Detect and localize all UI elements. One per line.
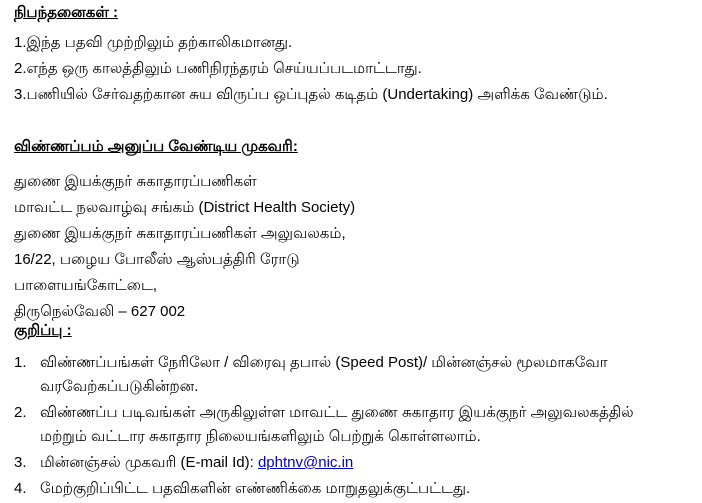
address-line: 16/22, பழைய போலீஸ் ஆஸ்பத்திரி ரோடு (14, 251, 300, 268)
address-lines (14, 169, 355, 325)
conditions-heading: நிபந்தனைகள் : (14, 4, 119, 21)
note-number: 2. (14, 404, 27, 421)
note-number: 1. (14, 354, 27, 371)
note-sub-text: மற்றும் வட்டார சுகாதார நிலையங்களிலும் பெற்றுக் கொள்ளலாம். (40, 428, 481, 445)
note-main-text: விண்ணப்ப படிவங்கள் அருகிலுள்ள மாவட்ட துணை சுகாதார இயக்குநர் அலுவலகத்தில் (40, 404, 634, 421)
conditions-list (14, 30, 608, 108)
conditions-section (14, 4, 608, 108)
condition-item: 2.எந்த ஒரு காலத்திலும் பணிநிரந்தரம் செய்யப்படமாட்டாது. (14, 60, 422, 77)
note-text (40, 401, 634, 449)
note-text (40, 477, 634, 501)
note-item (14, 401, 634, 449)
address-line: துணை இயக்குநர் சுகாதாரப்பணிகள் (14, 173, 257, 190)
notes-heading: குறிப்பு : (14, 322, 72, 339)
address-line: பாளையங்கோட்டை, (14, 277, 158, 294)
application-address-section (14, 138, 355, 325)
note-item (14, 477, 634, 501)
note-text (40, 451, 634, 475)
note-number: 4. (14, 480, 27, 497)
notes-list (14, 351, 634, 501)
address-line: திருநெல்வேலி – 627 002 (14, 303, 186, 320)
notes-section (14, 322, 634, 503)
note-main-text: மேற்குறிப்பிட்ட பதவிகளின் எண்ணிக்கை மாறுதலுக்குட்பட்டது. (40, 480, 471, 497)
condition-item: 1.இந்த பதவி முற்றிலும் தற்காலிகமானது. (14, 34, 293, 51)
note-sub-text: வரவேற்கப்படுகின்றன. (40, 378, 199, 395)
note-number: 3. (14, 454, 27, 471)
address-line: துணை இயக்குநர் சுகாதாரப்பணிகள் அலுவலகம், (14, 225, 346, 242)
note-text (40, 351, 634, 399)
note-email-label: மின்னஞ்சல் முகவரி (E-mail Id): (40, 454, 258, 471)
address-heading: விண்ணப்பம் அனுப்ப வேண்டிய முகவரி: (14, 138, 298, 155)
note-item (14, 451, 634, 475)
note-item (14, 351, 634, 399)
condition-item: 3.பணியில் சேர்வதற்கான சுய விருப்ப ஒப்புதல் கடிதம் (Undertaking) அளிக்க வேண்டும். (14, 86, 608, 103)
email-link[interactable]: dphtnv@nic.in (257, 454, 354, 471)
note-main-text: விண்ணப்பங்கள் நேரிலோ / விரைவு தபால் (Speed Post)/ மின்னஞ்சல் மூலமாகவோ (40, 354, 608, 371)
address-line: மாவட்ட நலவாழ்வு சங்கம் (District Health Society) (14, 199, 356, 216)
